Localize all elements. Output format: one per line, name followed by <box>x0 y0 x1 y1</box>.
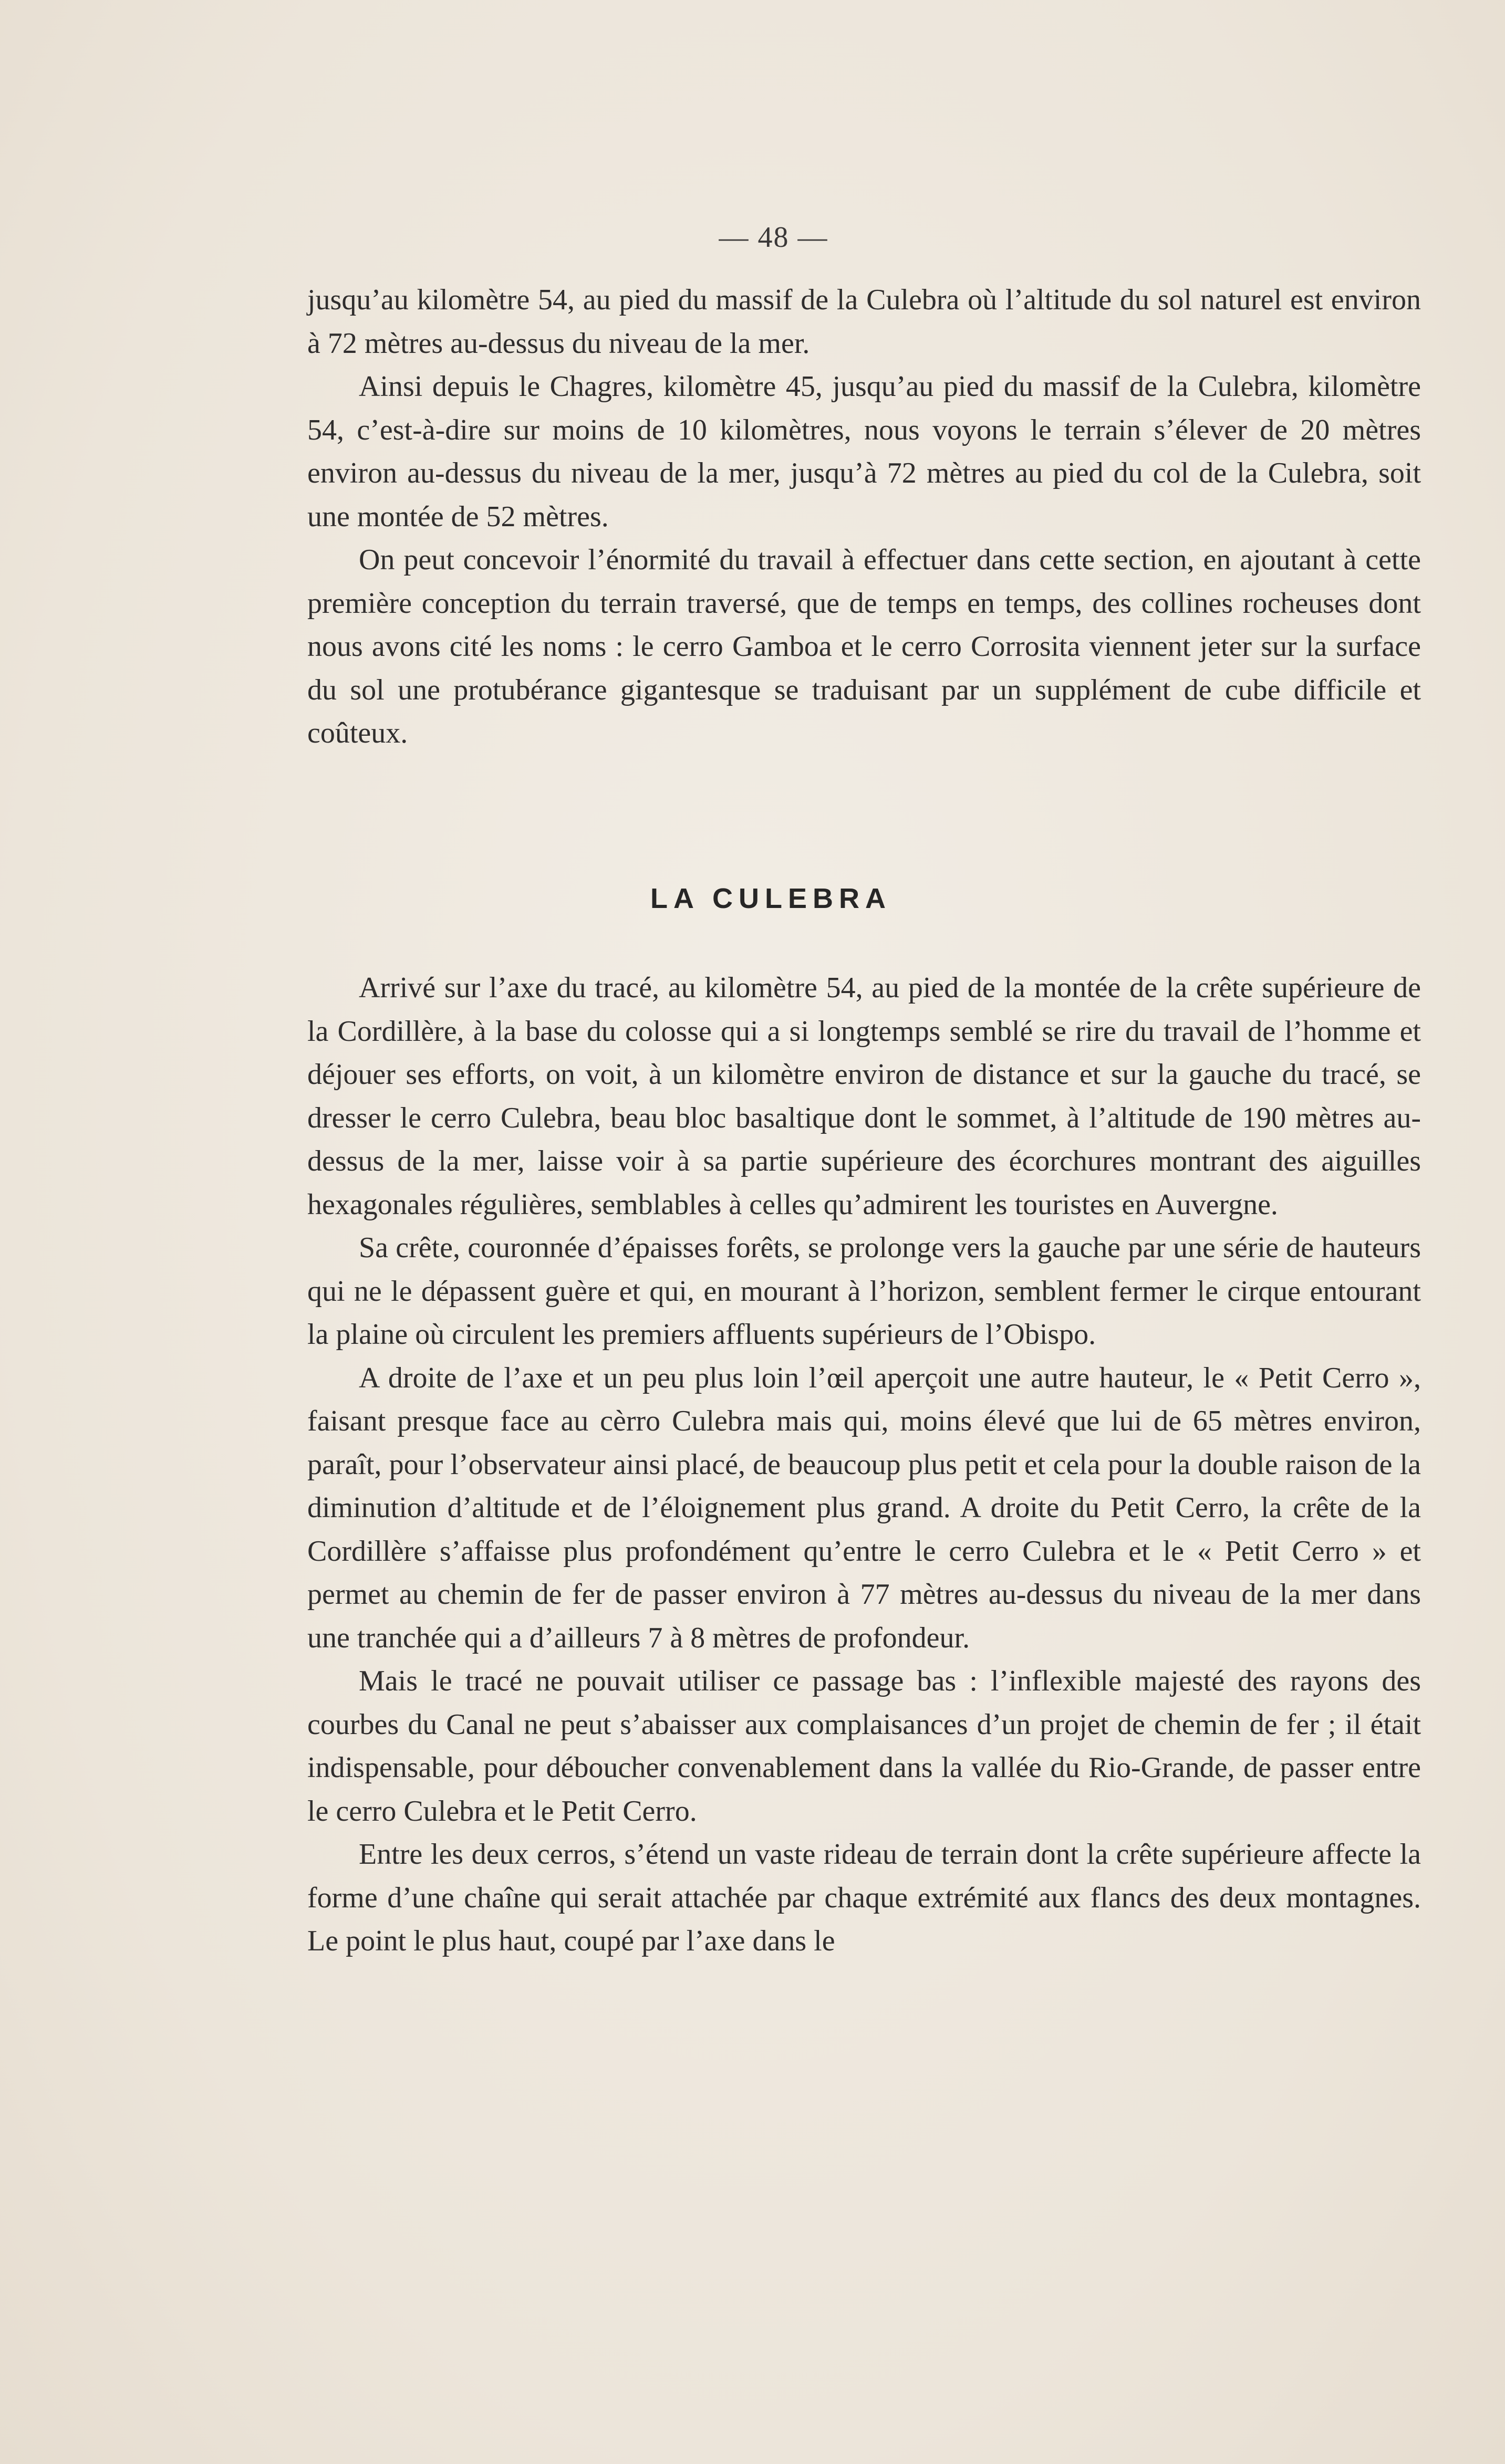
paragraph: Mais le tracé ne pouvait utiliser ce passage bas : l’inflexible majesté des rayons des courbes du Canal ne peut s’abaisser aux complaisances d’un projet de chemin de fer ; il était indispensable, pour déboucher convenablement dans la vallée du Rio-Grande, de passer entre le cerro Culebra et le Petit Cerro. <box>307 1665 1421 1828</box>
section-heading: LA CULEBRA <box>650 883 891 914</box>
paragraph: Sa crête, couronnée d’épaisses forêts, se prolonge vers la gauche par une série de hauteurs qui ne le dépassent guère et qui, en mourant à l’horizon, semblent fermer le cirque entourant la plaine où circulent les premiers affluents supérieurs de l’Obispo. <box>307 1231 1421 1351</box>
section-text <box>307 966 1421 1963</box>
intro-text <box>307 278 1421 755</box>
paragraph: A droite de l’axe et un peu plus loin l’œil aperçoit une autre hauteur, le « Petit Cerro », faisant presque face au cèrro Culebra mais qui, moins élevé que lui de 65 mètres environ, paraît, pour l’observateur ainsi placé, de beaucoup plus petit et cela pour la double raison de la diminution d’altitude et de l’éloignement plus grand. A droite du Petit Cerro, la crête de la Cordillère s’affaisse plus profondément qu’entre le cerro Culebra et le « Petit Cerro » et permet au chemin de fer de passer environ à 77 mètres au-dessus du niveau de la mer dans une tranchée qui a d’ailleurs 7 à 8 mètres de profondeur. <box>307 1361 1421 1654</box>
paragraph: Arrivé sur l’axe du tracé, au kilomètre 54, au pied de la montée de la crête supérieure de la Cordillère, à la base du colosse qui a si longtemps semblé se rire du travail de l’homme et déjouer ses efforts, on voit, à un kilomètre environ de distance et sur la gauche du tracé, se dresser le cerro Culebra, beau bloc basaltique dont le sommet, à l’altitude de 190 mètres au-dessus de la mer, laisse voir à sa partie supérieure des écorchures montrant des aiguilles hexagonales régulières, semblables à celles qu’admirent les touristes en Auvergne. <box>307 972 1421 1221</box>
paragraph: On peut concevoir l’énormité du travail à effectuer dans cette section, en ajoutant à cette première conception du terrain traversé, que de temps en temps, des collines rocheuses dont nous avons cité les noms : le cerro Gamboa et le cerro Corrosita viennent jeter sur la surface du sol une protubérance gigantesque se traduisant par un supplément de cube difficile et coûteux. <box>307 544 1421 749</box>
paragraph: Entre les deux cerros, s’étend un vaste rideau de terrain dont la crête supérieure affecte la forme d’une chaîne qui serait attachée par chaque extrémité aux flancs des deux montagnes. Le point le plus haut, coupé par l’axe dans le <box>307 1838 1421 1957</box>
paragraph: jusqu’au kilomètre 54, au pied du massif de la Culebra où l’altitude du sol naturel est environ à 72 mètres au-dessus du niveau de la mer. <box>307 284 1421 360</box>
page-number: — 48 — <box>719 221 828 254</box>
paragraph: Ainsi depuis le Chagres, kilomètre 45, jusqu’au pied du massif de la Culebra, kilomètre 54, c’est-à-dire sur moins de 10 kilomètres, nous voyons le terrain s’élever de 20 mètres environ au-dessus du niveau de la mer, jusqu’à 72 mètres au pied du col de la Culebra, soit une montée de 52 mètres. <box>307 370 1421 533</box>
